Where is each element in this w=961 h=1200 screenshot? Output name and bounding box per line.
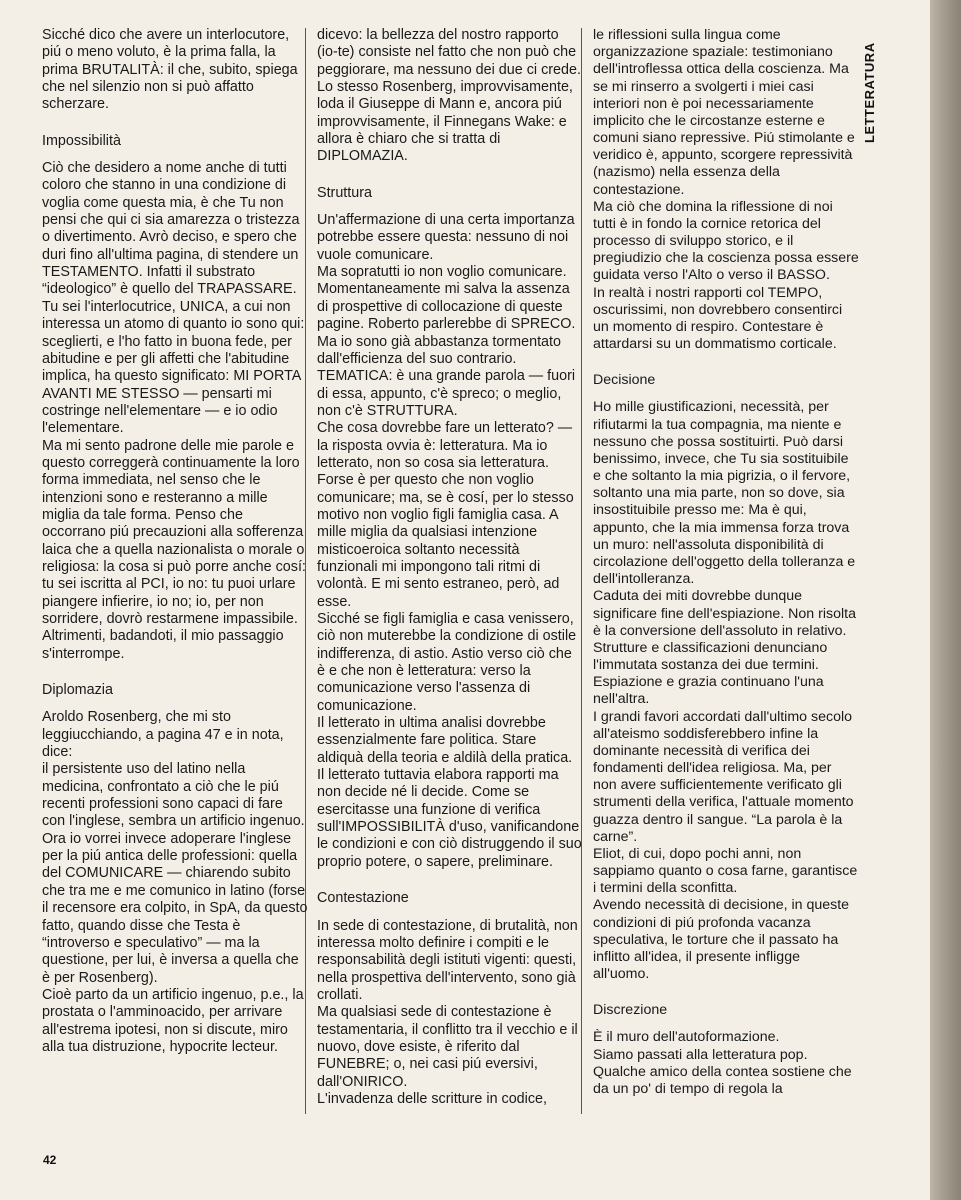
- paragraph: Siamo passati alla letteratura pop. Qualche amico della contea sostiene che da un po' di tempo di regola la: [593, 1046, 852, 1097]
- paragraph: In sede di contestazione, di brutalità, non interessa molto definire i compiti e le responsabilità degli istituti vigenti: questi, nella prospettiva dell'intervento, sono già crollati.: [317, 917, 578, 1003]
- paragraph: Il letterato in ultima analisi dovrebbe essenzialmente fare politica. Stare aldiquà della teoria e aldilà della pratica.: [317, 715, 573, 766]
- paragraph: Altrimenti, badandoti, il mio passaggio s'interrompe.: [42, 628, 284, 662]
- paragraph: Sicché se figli famiglia e casa venissero, ciò non muterebbe la condizione di ostile indifferenza, di astio. Astio verso ciò che è e che non è letteratura: verso la comunicazione verso l'assenza di comunicazione.: [317, 611, 577, 714]
- section-heading: Diplomazia: [42, 682, 113, 699]
- paragraph: Caduta dei miti dovrebbe dunque significare fine dell'espiazione. Non risolta è la conversione dell'assoluto in relativo. Strutture e classificazioni denunciano l'immutata sostanza dei due termini.: [593, 588, 856, 674]
- text-column-3: [593, 27, 859, 1098]
- paragraph: Il letterato tuttavia elabora rapporti ma non decide né li decide. Come se esercitasse una funzione di verifica sull'IMPOSSIBILITÀ d'uso, vanificandone le condizioni e con ciò distruggendo il suo proprio potere, o sapere, preliminare.: [317, 767, 582, 870]
- paragraph: Ciò che desidero a nome anche di tutti coloro che stanno in una condizione di voglia come questa mia, è che Tu non pensi che qui ci sia amarezza o tristezza o divertimento. Avrò deciso, e spero che duri fino all'ultima pagina, di stendere un TESTAMENTO. Infatti il substrato “ideologico” è quello del TRAPASSARE. Tu sei l'interlocutrice, UNICA, a cui non interessa un atomo di quanto io sono qui: sceglierti, e l'ho fatto in buona fede, per abitudine e per gli affetti che l'abitudine implica, ha questo significato: MI PORTA AVANTI ME STESSO — pensarti mi costringe nell'elementare — e io odio l'elementare.: [42, 160, 305, 437]
- page-number: 42: [43, 1153, 57, 1167]
- paragraph: Lo stesso Rosenberg, improvvisamente, loda il Giuseppe di Mann e, ancora piú improvvisamente, il Finnegans Wake: e allora è chiaro che si tratta di DIPLOMAZIA.: [317, 79, 573, 165]
- section-heading: Impossibilità: [42, 132, 121, 149]
- section-heading: Discrezione: [593, 1002, 668, 1019]
- paragraph: Cioè parto da un artificio ingenuo, p.e., la prostata o l'amminoacido, per arrivare all'estrema ipotesi, non si discute, miro alla tua distruzione, hypocrite lecteur.: [42, 986, 304, 1055]
- paragraph: Ora io vorrei invece adoperare l'inglese per la piú antica delle professioni: quella del COMUNICARE — chiarendo subito che tra me e me comunico in latino (forse il recensore era colpito, in SpA, da questo fatto, quando disse che Testa è “introverso e speculativo” — ma la questione, per lui, è inversa a quella che è per Rosenberg).: [42, 830, 308, 986]
- paragraph: TEMATICA: è una grande parola — fuori di essa, appunto, c'è spreco; o meglio, non c'è STRUTTURA.: [317, 368, 576, 419]
- paragraph: Ho mille giustificazioni, necessità, per rifiutarmi la tua compagnia, ma niente e nessuno che possa sostituirti. Può darsi benissimo, invece, che Tu sia sostituibile e che soltanto la mia pigrizia, o il fervore, soltanto una mia parte, non so dove, sia insostituibile presso me: Ma è qui, appunto, che la mia immensa forza trova un muro: nell'assoluta disponibilità di circolazione dell'oggetto della tolleranza e dell'intolleranza.: [593, 399, 856, 588]
- paragraph: L'invadenza delle scritture in codice,: [317, 1090, 547, 1107]
- section-heading: Contestazione: [317, 890, 409, 907]
- paragraph: Espiazione e grazia continuano l'una nell'altra.: [593, 674, 824, 708]
- paragraph: I grandi favori accordati dall'ultimo secolo all'ateismo soddisferebbero infine la dominante necessità di verifica dei fondamenti dell'idea religiosa. Ma, per non avere sufficientemente verificato gli strumenti della verifica, l'attuale momento guazza dentro il sangue. “La parola è la carne”.: [593, 708, 854, 845]
- paragraph: le riflessioni sulla lingua come organizzazione spaziale: testimoniano dell'introflessa ottica della coscienza. Ma se mi rinserro a svolgerti i miei casi interiori non è poi necessariamente implicito che le circostanze esterne e comuni siano repressive. Piú stimolante e veridico è, appunto, scorgere repressività (nazismo) nella essenza della contestazione.: [593, 27, 855, 198]
- paragraph: Ma sopratutti io non voglio comunicare. Momentaneamente mi salva la assenza di prospettive di collocazione di queste pagine. Roberto parlerebbe di SPRECO. Ma io sono già abbastanza tormentato dall'efficienza del suo contrario.: [317, 264, 576, 367]
- paragraph: Aroldo Rosenberg, che mi sto leggiucchiando, a pagina 47 e in nota, dice:: [42, 709, 284, 761]
- paragraph: Sicché dico che avere un interlocutore, piú o meno voluto, è la prima falla, la prima BRUTALITÀ: il che, subito, spiega che nel silenzio non si può affatto scherzare.: [42, 27, 298, 113]
- paragraph: In realtà i nostri rapporti col TEMPO, oscurissimi, non dovrebbero consentirci un momento di respiro. Contestare è attardarsi su un dommatismo corticale.: [593, 284, 843, 353]
- section-label: LETTERATURA: [862, 42, 877, 143]
- text-column-1: [42, 27, 308, 1056]
- paragraph: Che cosa dovrebbe fare un letterato? — la risposta ovvia è: letteratura. Ma io letterato, non so cosa sia letteratura. Forse è per questo che non voglio comunicare; ma, se è cosí, per lo stesso motivo non voglio figli famiglia casa. A mille miglia da qualsiasi intenzione misticoeroica soltanto necessità funzionali mi impongono tali ritmi di volontà. E mi sento estraneo, però, ad esse.: [317, 420, 574, 610]
- paragraph: È il muro dell'autoformazione.: [593, 1029, 780, 1046]
- section-heading: Decisione: [593, 372, 656, 389]
- paragraph: Ma mi sento padrone delle mie parole e questo correggerà continuamente la loro forma immediata, nel senso che le intenzioni sono e resteranno a mille miglia da tale forma. Penso che occorrano piú precauzioni alla sofferenza laica che a quella nazionalista o morale o religiosa: la cosa si può porre anche cosí: tu sei iscritta al PCI, io no: tu puoi urlare piangere infierire, io no; io, per non sorridere, dovrò restarmene impassibile.: [42, 437, 306, 627]
- paragraph: Ma ciò che domina la riflessione di noi tutti è in fondo la cornice retorica del processo di sviluppo storico, e il pregiudizio che la coscienza possa essere guidata verso l'Alto o verso il BASSO.: [593, 198, 859, 284]
- text-column-2: [317, 27, 583, 1108]
- page-binding-edge: [930, 0, 961, 1200]
- section-heading: Struttura: [317, 184, 373, 201]
- paragraph: Avendo necessità di decisione, in queste condizioni di piú profonda vacanza speculativa, le torture che il passato ha inflitto all'idea, il presente infligge all'uomo.: [593, 897, 850, 983]
- paragraph: Un'affermazione di una certa importanza potrebbe essere questa: nessuno di noi vuole comunicare.: [317, 212, 575, 263]
- paragraph: Eliot, di cui, dopo pochi anni, non sappiamo quanto o cosa farne, garantisce i termini della sconfitta.: [593, 845, 858, 897]
- paragraph: dicevo: la bellezza del nostro rapporto (io-te) consiste nel fatto che non può che peggiorare, ma nessuno dei due ci crede.: [317, 27, 581, 78]
- paragraph: il persistente uso del latino nella medicina, confrontato a ciò che le piú recenti professioni sono capaci di fare con l'inglese, sembra un artificio ingenuo.: [42, 761, 305, 830]
- paragraph: Ma qualsiasi sede di contestazione è testamentaria, il conflitto tra il vecchio e il nuovo, dove esiste, è riferito dal FUNEBRE; o, nei casi piú eversivi, dall'ONIRICO.: [317, 1004, 578, 1090]
